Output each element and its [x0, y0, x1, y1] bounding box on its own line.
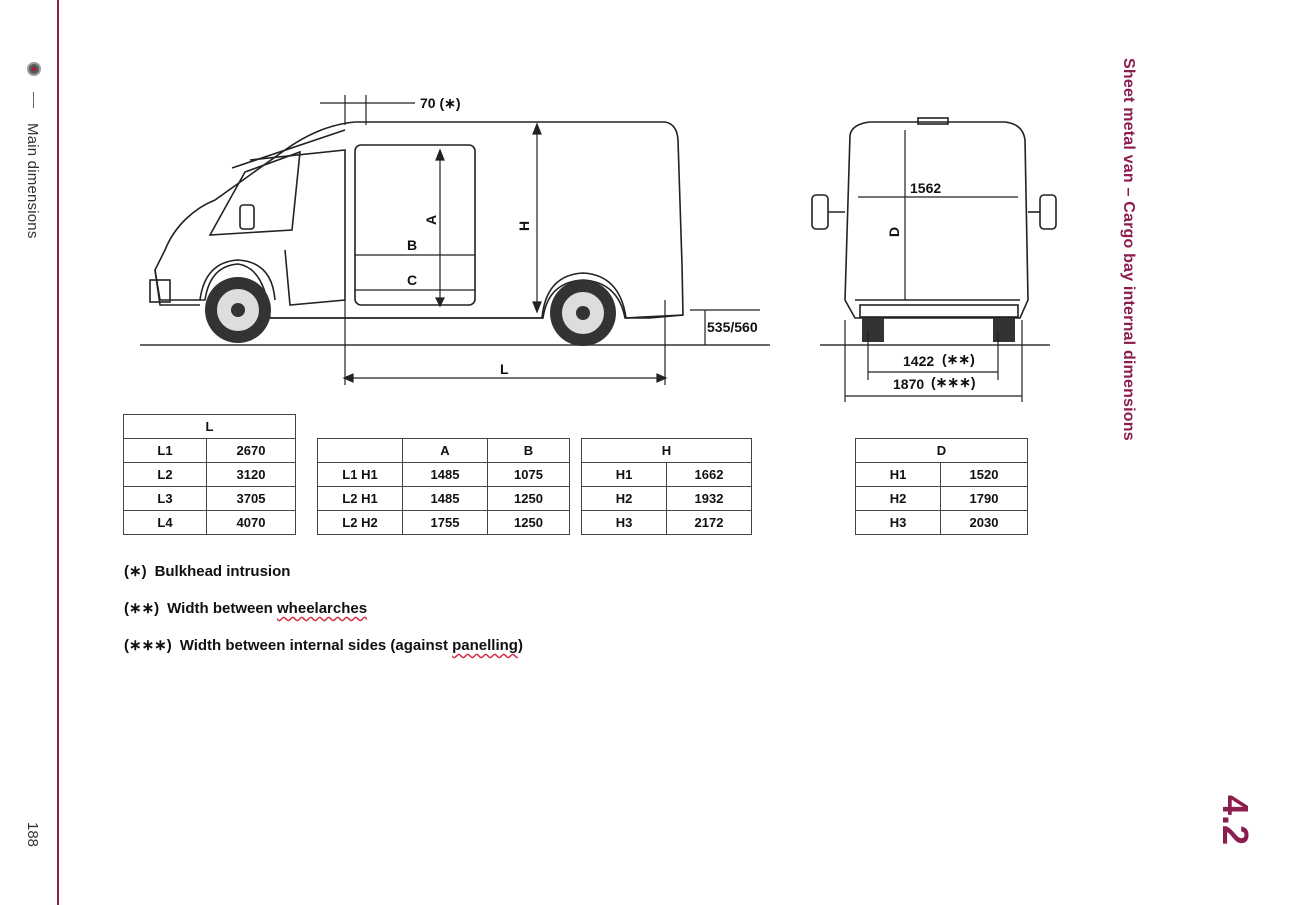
table-L-header: L — [124, 415, 296, 439]
internal-width-value: 1870 — [893, 376, 925, 392]
dim-A-label: A — [423, 214, 439, 225]
floor-height-label: 535/560 — [707, 319, 758, 335]
table-row: L3 3705 — [124, 487, 296, 511]
bulkhead-dim-label: 70 (∗) — [420, 95, 461, 111]
table-D — [855, 438, 1028, 535]
table-row: L2 H2 1755 1250 — [318, 511, 570, 535]
table-row: H3 2030 — [856, 511, 1028, 535]
rear-width-label: 1562 — [910, 180, 942, 196]
dim-H-label: H — [516, 220, 532, 231]
rear-view-van — [812, 118, 1056, 318]
table-row: H2 1790 — [856, 487, 1028, 511]
internal-width-mark: (∗∗∗) — [931, 374, 976, 390]
page-title: Sheet metal van – Cargo bay internal dimensions — [1120, 58, 1137, 441]
dim-L-label: L — [500, 361, 509, 377]
table-row: H3 2172 — [582, 511, 752, 535]
table-row: L2 3120 — [124, 463, 296, 487]
table-row: L4 4070 — [124, 511, 296, 535]
footnote-bulkhead: (∗) Bulkhead intrusion — [124, 563, 291, 580]
table-AB-header-B: B — [488, 439, 570, 463]
footnote-wheelarches: (∗∗) Width between wheelarches — [124, 600, 368, 617]
dim-B-label: B — [407, 237, 418, 253]
wheelarch-value: 1422 — [903, 353, 935, 369]
table-D-header: D — [856, 439, 1028, 463]
table-AB-header-A: A — [403, 439, 488, 463]
section-number: 4.2 — [1215, 795, 1256, 846]
table-row: L1 H1 1485 1075 — [318, 463, 570, 487]
table-H — [581, 438, 752, 535]
footnote-internal-sides: (∗∗∗) Width between internal sides (against panelling) — [124, 637, 523, 654]
table-row: H1 1662 — [582, 463, 752, 487]
section-label: Main dimensions — [24, 123, 41, 239]
table-row: H2 1932 — [582, 487, 752, 511]
page-number: 188 — [24, 822, 41, 848]
table-row: L2 H1 1485 1250 — [318, 487, 570, 511]
table-H-header: H — [582, 439, 752, 463]
wheelarch-mark: (∗∗) — [942, 351, 975, 367]
dim-D-label: D — [886, 226, 902, 237]
table-AB — [317, 438, 570, 535]
dim-C-label: C — [407, 272, 418, 288]
table-L — [123, 414, 296, 535]
footnotes — [124, 562, 523, 673]
table-row: L1 2670 — [124, 439, 296, 463]
table-row: H1 1520 — [856, 463, 1028, 487]
